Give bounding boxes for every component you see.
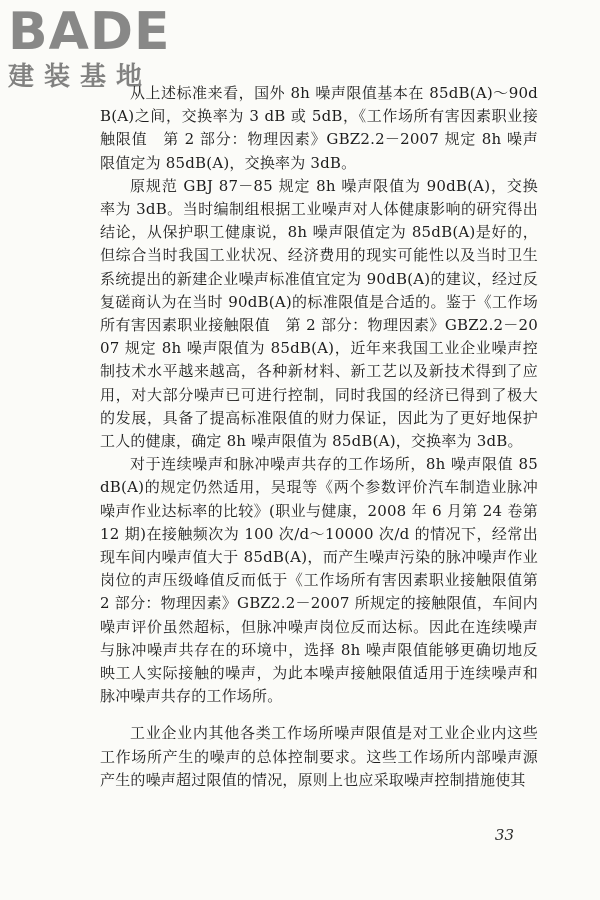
paragraph-1: 从上述标准来看，国外 8h 噪声限值基本在 85dB(A)～90dB(A)之间，交换率为 3 dB 或 5dB，《工作场所有害因素职业接触限值 第 2 部分：物理因素》GBZ2.2－2007 规定 8h 噪声限值定为 85dB(A)，交换率为 3dB。 xyxy=(100,84,538,172)
document-body xyxy=(100,82,538,792)
paragraph-2: 原规范 GBJ 87－85 规定 8h 噪声限值为 90dB(A)，交换率为 3dB。当时编制组根据工业噪声对人体健康影响的研究得出结论，从保护职工健康说，8h 噪声限值定为 85dB(A)是好的，但综合当时我国工业状况、经济费用的现实可能性以及当时卫生系统提出的新建企业噪声标准值宜定为 90dB(A)的建议，经过反复磋商认为在当时 90dB(A)的标准限值是合适的。鉴于《工作场所有害因素职业接触限值 第 2 部分：物理因素》GBZ2.2－2007 规定 8h 噪声限值为 85dB(A)，近年来我国工业企业噪声控制技术水平越来越高，各种新材料、新工艺以及新技术得到了应用，对大部分噪声已可进行控制，同时我国的经济已得到了极大的发展，具备了提高标准限值的财力保证，因此为了更好地保护工人的健康，确定 8h 噪声限值为 85dB(A)，交换率为 3dB。 xyxy=(100,176,538,451)
logo-subtitle-text: 建装基地 xyxy=(8,62,153,92)
page-number: 33 xyxy=(494,826,514,844)
paragraph-4: 工业企业内其他各类工作场所噪声限值是对工业企业内这些工作场所产生的噪声的总体控制要求。这些工作场所内部噪声源产生的噪声超过限值的情况，原则上也应采取噪声控制措施使其 xyxy=(100,724,538,789)
logo-brand-text: BADE xyxy=(8,2,171,62)
paragraph-3: 对于连续噪声和脉冲噪声共存的工作场所，8h 噪声限值 85dB(A)的规定仍然适用，吴琨等《两个参数评价汽车制造业脉冲噪声作业达标率的比较》(职业与健康，2008 年 6 月第 24 卷第 12 期)在接触频次为 100 次/d～10000 次/d 的情况下，经常出现车间内噪声值大于 85dB(A)，而产生噪声污染的脉冲噪声作业岗位的声压级峰值反而低于《工作场所有害因素职业接触限值第 2 部分：物理因素》GBZ2.2－2007 所规定的接触限值，车间内噪声评价虽然超标，但脉冲噪声岗位反而达标。因此在连续噪声与脉冲噪声共存在的环境中，选择 8h 噪声限值能够更确切地反映工人实际接触的噪声，为此本噪声接触限值适用于连续噪声和脉冲噪声共存的工作场所。 xyxy=(100,455,538,706)
